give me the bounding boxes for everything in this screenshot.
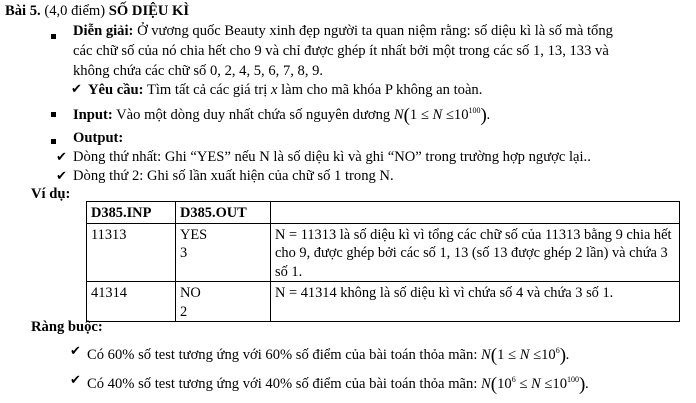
row-out bbox=[176, 223, 271, 282]
c2-lower: 10 bbox=[497, 376, 512, 392]
row-out-line-2: 2 bbox=[180, 303, 188, 320]
square-bullet-icon bbox=[51, 112, 56, 117]
example-label: Ví dụ: bbox=[31, 186, 71, 202]
constraint-1-formula: $N(1 \le N \le 10^6)$. bbox=[481, 345, 570, 366]
c1-var: N bbox=[481, 347, 491, 363]
table-row bbox=[87, 282, 680, 322]
row-inp: 41314 bbox=[87, 282, 176, 322]
header-out: D385.OUT bbox=[176, 202, 271, 224]
c1-exp: 6 bbox=[555, 346, 560, 355]
square-bullet-icon bbox=[51, 34, 56, 39]
output-label: Output: bbox=[73, 130, 124, 146]
statement-text-1: Ở vương quốc Beauty xinh đẹp người ta quan niệm rằng: số diệu kì là số mà tổng bbox=[137, 23, 613, 39]
output-line-1: Dòng thứ nhất: Ghi “YES” nếu N là số diệu kì và ghi “NO” trong trường hợp ngược lại.. bbox=[73, 149, 591, 165]
row-inp: 11313 bbox=[87, 223, 176, 282]
row-out-line-1: NO bbox=[180, 285, 201, 301]
requirement-text-before: Tìm tất cả các giá trị bbox=[146, 82, 268, 98]
formula-rel: ≤10 bbox=[442, 107, 469, 123]
c1-mid: N bbox=[519, 347, 530, 363]
input-text: Vào một dòng duy nhất chứa số nguyên dương bbox=[116, 107, 391, 123]
statement-label: Diễn giải: bbox=[73, 23, 134, 39]
formula-var: N bbox=[393, 107, 404, 123]
row-out-line-2: 3 bbox=[180, 245, 188, 261]
constraint-1-text: Có 60% số test tương ứng với 60% số điểm của bài toán thỏa mãn: bbox=[87, 347, 478, 363]
row-out bbox=[176, 282, 271, 322]
requirement-label: Yêu cầu: bbox=[88, 82, 144, 98]
requirement-var: x bbox=[270, 82, 278, 98]
input-line bbox=[73, 103, 490, 125]
row-out-line-1: YES bbox=[180, 226, 208, 243]
table-row bbox=[87, 223, 680, 282]
input-formula: $N(1 \le N \le 10^{100})$. bbox=[393, 105, 491, 126]
constraint-line-1 bbox=[87, 343, 570, 365]
output-line-2: Dòng thứ 2: Ghi số lần xuất hiện của chữ số 1 trong N. bbox=[73, 168, 394, 184]
constraints-label: Ràng buộc: bbox=[31, 319, 103, 335]
statement-line-3: không chứa các chữ số 0, 2, 4, 5, 6, 7, 8, 9. bbox=[73, 63, 324, 79]
check-mark-icon: ✔ bbox=[70, 344, 81, 359]
constraint-2-formula: $N(10^6 \le N \le 10^{100})$. bbox=[481, 374, 589, 395]
c2-var: N bbox=[481, 376, 491, 392]
c2-rel: ≤10 bbox=[540, 376, 567, 392]
table-header-row bbox=[87, 202, 680, 224]
requirement-text-after: làm cho mã khóa P không an toàn. bbox=[281, 82, 483, 98]
square-bullet-icon bbox=[51, 139, 56, 144]
problem-number: Bài 5. bbox=[5, 3, 41, 19]
row-desc: N = 41314 không là số diệu kì vì chứa số 4 và chứa 3 số 1. bbox=[271, 282, 680, 322]
header-desc bbox=[271, 202, 680, 224]
row-desc: N = 11313 là số diệu kì vì tổng các chữ số của 11313 bằng 9 chia hết cho 9, được ghép bởi các số 1, 13 (số 13 được ghép 2 lần) và chứa 3 số 1. bbox=[271, 223, 680, 282]
constraint-line-2 bbox=[87, 372, 589, 394]
example-table bbox=[86, 201, 680, 322]
check-mark-icon: ✔ bbox=[56, 150, 67, 165]
check-mark-icon: ✔ bbox=[70, 373, 81, 388]
formula-mid: N bbox=[432, 107, 443, 123]
constraint-2-text: Có 40% số test tương ứng với 40% số điểm của bài toán thỏa mãn: bbox=[87, 376, 478, 392]
formula-lower: 1 ≤ bbox=[409, 107, 433, 123]
input-label: Input: bbox=[73, 107, 113, 123]
statement-line-2: các chữ số của nó chia hết cho 9 và chỉ được ghép ít nhất bởi một trong các số 1, 13, 133 và bbox=[73, 43, 609, 59]
c2-lower-rel: ≤ bbox=[515, 376, 531, 392]
c2-exp: 100 bbox=[567, 375, 579, 384]
problem-name: SỐ DIỆU KÌ bbox=[108, 3, 190, 19]
statement-line-1 bbox=[73, 23, 613, 40]
formula-exp: 100 bbox=[468, 106, 481, 115]
problem-points: (4,0 điểm) bbox=[44, 3, 106, 19]
c2-mid: N bbox=[531, 376, 541, 392]
c2-lower-exp: 6 bbox=[511, 375, 516, 384]
problem-header bbox=[5, 3, 189, 20]
c1-rel: ≤10 bbox=[529, 347, 556, 363]
requirement-line bbox=[88, 82, 482, 99]
check-mark-icon: ✔ bbox=[71, 82, 82, 97]
c1-lower: 1 ≤ bbox=[497, 347, 520, 363]
check-mark-icon: ✔ bbox=[56, 169, 67, 184]
header-inp: D385.INP bbox=[87, 202, 176, 224]
